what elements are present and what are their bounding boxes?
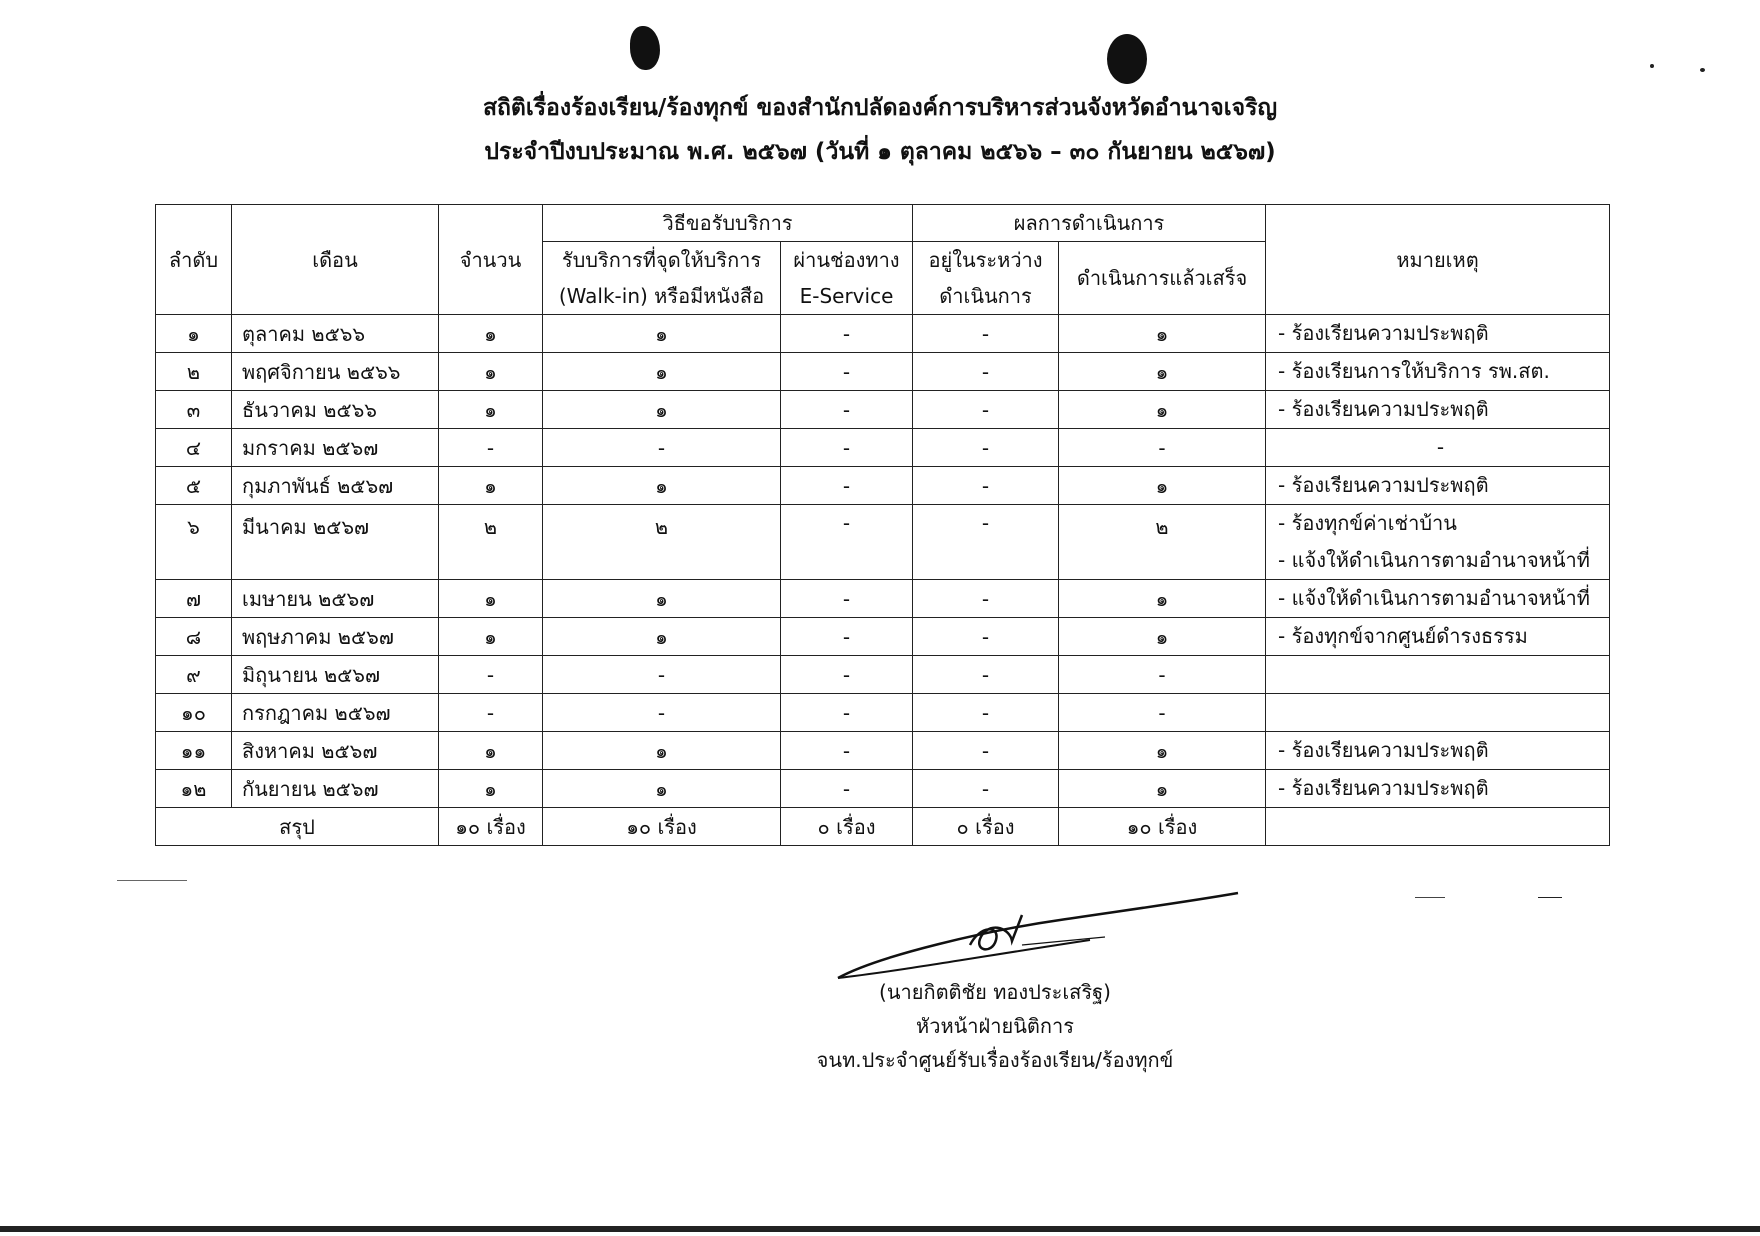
cell-note xyxy=(1266,618,1610,656)
cell-count: - xyxy=(439,429,543,467)
cell-eservice: - xyxy=(781,505,913,580)
cell-done: ๑ xyxy=(1059,467,1266,505)
cell-count: - xyxy=(439,656,543,694)
cell-note xyxy=(1266,429,1610,467)
cell-walkin: ๑ xyxy=(543,353,781,391)
summary-count: ๑๐ เรื่อง xyxy=(439,808,543,846)
summary-inprogress: ๐ เรื่อง xyxy=(913,808,1059,846)
header-inprogress: อยู่ในระหว่าง xyxy=(913,242,1059,279)
summary-label: สรุป xyxy=(156,808,439,846)
cell-count: ๑ xyxy=(439,353,543,391)
title-line-1: สถิติเรื่องร้องเรียน/ร้องทุกข์ ของสำนักปลัดองค์การบริหารส่วนจังหวัดอำนาจเจริญ xyxy=(482,95,1278,121)
scan-dot xyxy=(1700,68,1705,72)
cell-month: กรกฎาคม ๒๕๖๗ xyxy=(232,694,439,732)
cell-seq: ๕ xyxy=(156,467,232,505)
cell-walkin: ๑ xyxy=(543,618,781,656)
cell-note xyxy=(1266,315,1610,353)
cell-eservice: - xyxy=(781,353,913,391)
cell-walkin: ๑ xyxy=(543,580,781,618)
cell-walkin: ๑ xyxy=(543,732,781,770)
table-row xyxy=(156,391,1610,429)
cell-walkin: ๑ xyxy=(543,391,781,429)
cell-done: ๑ xyxy=(1059,391,1266,429)
cell-month: มกราคม ๒๕๖๗ xyxy=(232,429,439,467)
header-walkin-sub: (Walk-in) หรือมีหนังสือ xyxy=(543,278,781,315)
cell-eservice: - xyxy=(781,429,913,467)
cell-walkin: - xyxy=(543,694,781,732)
cell-note xyxy=(1266,770,1610,808)
cell-done: - xyxy=(1059,694,1266,732)
cell-month: ธันวาคม ๒๕๖๖ xyxy=(232,391,439,429)
cell-walkin: ๑ xyxy=(543,467,781,505)
note-line: - ร้องทุกข์ค่าเช่าบ้าน xyxy=(1278,511,1457,535)
cell-note xyxy=(1266,467,1610,505)
note-line: - xyxy=(1436,435,1445,459)
cell-month: พฤศจิกายน ๒๕๖๖ xyxy=(232,353,439,391)
header-month: เดือน xyxy=(232,205,439,315)
note-line: - ร้องเรียนความประพฤติ xyxy=(1278,397,1489,421)
table-row xyxy=(156,467,1610,505)
signer-name: (นายกิตติชัย ทองประเสริฐ) xyxy=(879,980,1111,1004)
cell-month: พฤษภาคม ๒๕๖๗ xyxy=(232,618,439,656)
cell-inprogress: - xyxy=(913,732,1059,770)
cell-walkin: - xyxy=(543,429,781,467)
cell-note xyxy=(1266,656,1610,694)
header-count: จำนวน xyxy=(439,205,543,315)
summary-row xyxy=(156,808,1610,846)
note-line: - ร้องเรียนความประพฤติ xyxy=(1278,776,1489,800)
header-method-group: วิธีขอรับบริการ xyxy=(543,205,913,242)
cell-done: ๑ xyxy=(1059,353,1266,391)
cell-count: ๑ xyxy=(439,732,543,770)
header-eservice: ผ่านช่องทาง xyxy=(781,242,913,279)
cell-note xyxy=(1266,391,1610,429)
cell-seq: ๑๐ xyxy=(156,694,232,732)
header-result-group: ผลการดำเนินการ xyxy=(913,205,1266,242)
cell-note xyxy=(1266,694,1610,732)
cell-month: ตุลาคม ๒๕๖๖ xyxy=(232,315,439,353)
cell-done: ๑ xyxy=(1059,580,1266,618)
cell-month: มิถุนายน ๒๕๖๗ xyxy=(232,656,439,694)
cell-inprogress: - xyxy=(913,770,1059,808)
title-line-2: ประจำปีงบประมาณ พ.ศ. ๒๕๖๗ (วันที่ ๑ ตุลาคม ๒๕๖๖ – ๓๐ กันยายน ๒๕๖๗) xyxy=(484,139,1276,165)
cell-seq: ๑๑ xyxy=(156,732,232,770)
note-line: - ร้องทุกข์จากศูนย์ดำรงธรรม xyxy=(1278,624,1528,648)
note-line: - ร้องเรียนความประพฤติ xyxy=(1278,473,1489,497)
cell-eservice: - xyxy=(781,618,913,656)
cell-seq: ๓ xyxy=(156,391,232,429)
document-header xyxy=(0,86,1760,174)
cell-done: - xyxy=(1059,429,1266,467)
table-row xyxy=(156,732,1610,770)
header-inprogress-sub: ดำเนินการ xyxy=(913,278,1059,315)
cell-inprogress: - xyxy=(913,618,1059,656)
table-row xyxy=(156,353,1610,391)
header-seq: ลำดับ xyxy=(156,205,232,315)
cell-count: ๑ xyxy=(439,580,543,618)
cell-inprogress: - xyxy=(913,580,1059,618)
cell-walkin: ๑ xyxy=(543,770,781,808)
cell-eservice: - xyxy=(781,580,913,618)
cell-done: - xyxy=(1059,656,1266,694)
cell-count: ๑ xyxy=(439,315,543,353)
cell-month: กันยายน ๒๕๖๗ xyxy=(232,770,439,808)
header-note: หมายเหตุ xyxy=(1266,205,1610,315)
cell-eservice: - xyxy=(781,732,913,770)
cell-inprogress: - xyxy=(913,391,1059,429)
cell-note xyxy=(1266,732,1610,770)
signature-block xyxy=(760,975,1230,1077)
summary-eservice: ๐ เรื่อง xyxy=(781,808,913,846)
cell-seq: ๖ xyxy=(156,505,232,580)
header-eservice-sub: E-Service xyxy=(781,278,913,315)
table-row xyxy=(156,315,1610,353)
cell-month: สิงหาคม ๒๕๖๗ xyxy=(232,732,439,770)
cell-seq: ๑ xyxy=(156,315,232,353)
cell-inprogress: - xyxy=(913,353,1059,391)
cell-month: กุมภาพันธ์ ๒๕๖๗ xyxy=(232,467,439,505)
table-row xyxy=(156,580,1610,618)
table-row xyxy=(156,770,1610,808)
cell-count: ๑ xyxy=(439,391,543,429)
cell-eservice: - xyxy=(781,694,913,732)
cell-note xyxy=(1266,580,1610,618)
scan-line xyxy=(117,880,187,881)
cell-seq: ๒ xyxy=(156,353,232,391)
cell-eservice: - xyxy=(781,391,913,429)
complaint-statistics-table xyxy=(155,204,1610,846)
cell-inprogress: - xyxy=(913,656,1059,694)
signer-role: จนท.ประจำศูนย์รับเรื่องร้องเรียน/ร้องทุกข์ xyxy=(816,1048,1174,1072)
cell-inprogress: - xyxy=(913,467,1059,505)
cell-seq: ๗ xyxy=(156,580,232,618)
scan-line xyxy=(1538,897,1562,898)
cell-inprogress: - xyxy=(913,505,1059,580)
cell-done: ๑ xyxy=(1059,770,1266,808)
cell-done: ๒ xyxy=(1059,505,1266,580)
cell-count: - xyxy=(439,694,543,732)
cell-note xyxy=(1266,505,1610,580)
table-row xyxy=(156,618,1610,656)
cell-note xyxy=(1266,353,1610,391)
header-walkin: รับบริการที่จุดให้บริการ xyxy=(543,242,781,279)
summary-done: ๑๐ เรื่อง xyxy=(1059,808,1266,846)
table-row xyxy=(156,694,1610,732)
table-row xyxy=(156,656,1610,694)
cell-eservice: - xyxy=(781,770,913,808)
signature-scribble xyxy=(760,885,1260,980)
table-body xyxy=(156,315,1610,808)
cell-count: ๑ xyxy=(439,467,543,505)
cell-seq: ๘ xyxy=(156,618,232,656)
cell-eservice: - xyxy=(781,315,913,353)
cell-inprogress: - xyxy=(913,694,1059,732)
cell-month: มีนาคม ๒๕๖๗ xyxy=(232,505,439,580)
cell-done: ๑ xyxy=(1059,618,1266,656)
cell-month: เมษายน ๒๕๖๗ xyxy=(232,580,439,618)
cell-walkin: - xyxy=(543,656,781,694)
cell-done: ๑ xyxy=(1059,732,1266,770)
table-row xyxy=(156,505,1610,580)
header-done: ดำเนินการแล้วเสร็จ xyxy=(1059,242,1266,315)
scan-bottom-edge xyxy=(0,1226,1760,1232)
summary-walkin: ๑๐ เรื่อง xyxy=(543,808,781,846)
cell-inprogress: - xyxy=(913,429,1059,467)
cell-done: ๑ xyxy=(1059,315,1266,353)
cell-count: ๒ xyxy=(439,505,543,580)
cell-inprogress: - xyxy=(913,315,1059,353)
scan-blot-left xyxy=(630,26,660,70)
note-line: - ร้องเรียนความประพฤติ xyxy=(1278,738,1489,762)
summary-note xyxy=(1266,808,1610,846)
cell-eservice: - xyxy=(781,656,913,694)
cell-seq: ๙ xyxy=(156,656,232,694)
table-row xyxy=(156,429,1610,467)
cell-count: ๑ xyxy=(439,770,543,808)
cell-walkin: ๑ xyxy=(543,315,781,353)
note-line: - ร้องเรียนความประพฤติ xyxy=(1278,321,1489,345)
note-line: - แจ้งให้ดำเนินการตามอำนาจหน้าที่ xyxy=(1278,548,1590,572)
scan-line xyxy=(1415,897,1445,898)
cell-seq: ๑๒ xyxy=(156,770,232,808)
cell-count: ๑ xyxy=(439,618,543,656)
cell-seq: ๔ xyxy=(156,429,232,467)
scan-dot xyxy=(1650,64,1654,68)
scan-blot-right xyxy=(1107,34,1147,84)
cell-walkin: ๒ xyxy=(543,505,781,580)
note-line: - ร้องเรียนการให้บริการ รพ.สต. xyxy=(1278,359,1550,383)
note-line: - แจ้งให้ดำเนินการตามอำนาจหน้าที่ xyxy=(1278,586,1590,610)
signer-position: หัวหน้าฝ่ายนิติการ xyxy=(916,1014,1074,1038)
cell-eservice: - xyxy=(781,467,913,505)
